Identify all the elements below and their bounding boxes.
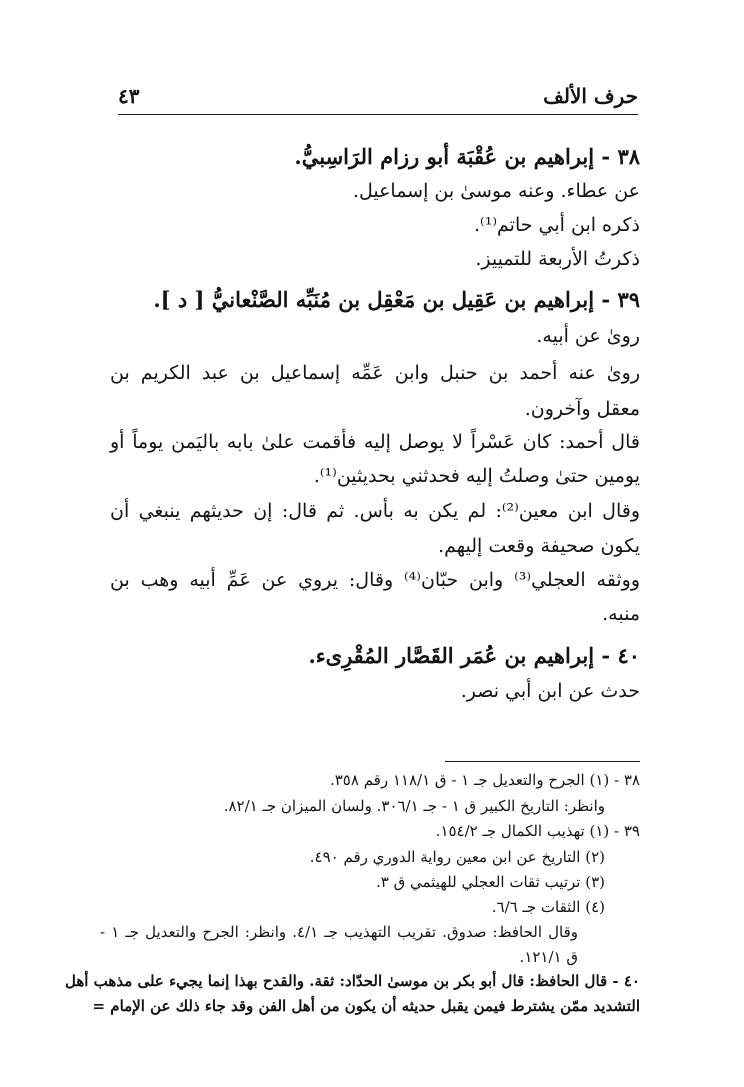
footnote-line: (٣) ترتيب ثقات العجلي للهيثمي ق ٣.	[375, 873, 605, 891]
footnote-line: وانظر: التاريخ الكبير ق ١ - جـ ٣٠٦/١. ولسان الميزان جـ ٨٢/١.	[223, 797, 605, 815]
footnote-line: وقال الحافظ: صدوق. تقريب التهذيب جـ ٤/١. وانظر: الجرح والتعديل جـ ١ -	[100, 923, 578, 941]
entry-39-line: يكون صحيفة وقعت إليهم.	[438, 535, 640, 557]
entry-38-heading: ٣٨ - إبراهيم بن عُقْبَة أبو رزام الرَاسِبيُّ.	[294, 144, 640, 169]
footnote-line: ق ١٢١/١.	[519, 948, 578, 966]
page-number: ٤٣	[118, 84, 140, 108]
footnote-line: ٣٨ - (١) الجرح والتعديل جـ ١ - ق ١١٨/١ رقم ٣٥٨.	[329, 771, 640, 789]
entry-39-line: معقل وآخرون.	[524, 398, 640, 420]
entry-39-line: قال أحمد: كان عَسْراً لا يوصل إليه فأقمت علىٰ بابه باليَمن يوماً أو	[110, 431, 640, 453]
entry-38-line: ذكره ابن أبي حاتم⁽¹⁾.	[474, 214, 640, 236]
footnote-line: ٤٠ - قال الحافظ: قال أبو بكر بن موسىٰ الحدّاد: ثقة. والقدح بهذا إنما يجيء على مذهب أهل	[65, 972, 640, 990]
running-header	[118, 82, 638, 115]
footnote-line: (٤) الثقات جـ ٦/٦.	[491, 898, 605, 916]
entry-40-heading: ٤٠ - إبراهيم بن عُمَر القَصَّار المُقْرِىء.	[308, 643, 640, 668]
entry-38-line: عن عطاء. وعنه موسىٰ بن إسماعيل.	[352, 180, 640, 202]
entry-39-line: روىٰ عن أبيه.	[536, 325, 640, 347]
entry-38-line: ذكرتُ الأربعة للتمييز.	[475, 248, 640, 270]
entry-39-line: روىٰ عنه أحمد بن حنبل وابن عَمِّه إسماعيل بن عبد الكريم بن	[110, 362, 640, 384]
footnote-line: التشديد ممّن يشترط فيمن يقبل حديثه أن يكون من أهل الفن وقد جاء ذلك عن الإمام =	[92, 997, 640, 1015]
footnote-line: ٣٩ - (١) تهذيب الكمال جـ ١٥٤/٢.	[435, 822, 640, 840]
chapter-title: حرف الألف	[543, 84, 638, 108]
entry-40-line: حدث عن ابن أبي نصر.	[460, 680, 640, 702]
footnote-line: (٢) التاريخ عن ابن معين رواية الدوري رقم ٤٩٠.	[309, 848, 605, 866]
entry-39-heading: ٣٩ - إبراهيم بن عَقِيل بن مَعْقِل بن مُنَبِّه الصَّنْعانيُّ [ د ].	[153, 287, 640, 312]
entry-39-line: وقال ابن معين⁽²⁾: لم يكن به بأس. ثم قال: إن حديثهم ينبغي أن	[110, 500, 640, 522]
entry-39-line: منبه.	[602, 603, 640, 625]
entry-39-line: ووثقه العجلي⁽³⁾ وابن حبّان⁽⁴⁾ وقال: يروي عن عَمِّ أبيه وهب بن	[110, 569, 640, 591]
footnote-separator	[445, 761, 640, 762]
entry-39-line: يومين حتىٰ وصلتُ إليه فحدثني بحديثين⁽¹⁾.	[313, 465, 640, 487]
